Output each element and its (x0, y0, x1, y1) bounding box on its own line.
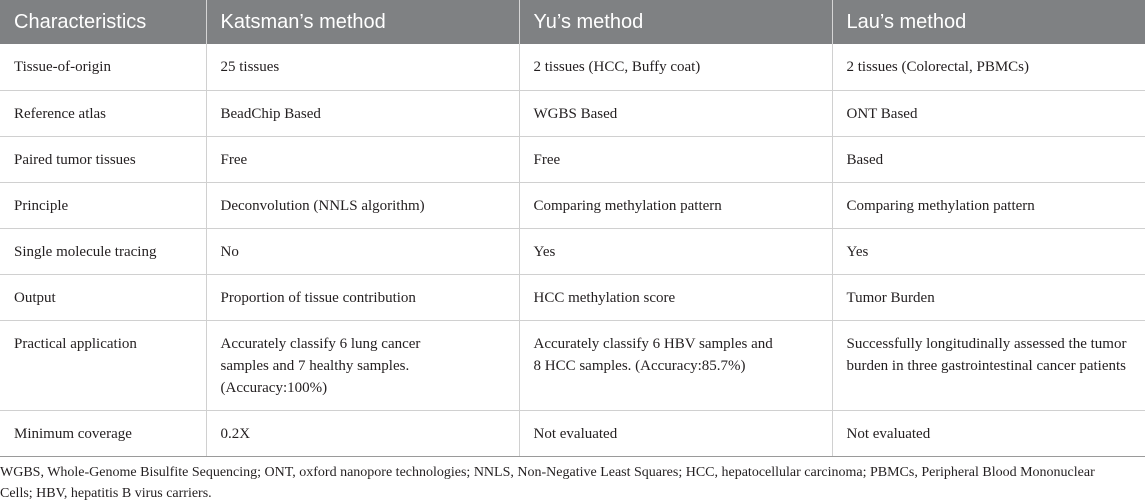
table-cell: Not evaluated (832, 410, 1145, 456)
table-cell: No (206, 228, 519, 274)
header-yu-method: Yu’s method (519, 0, 832, 44)
table-cell-text: Successfully longitudinally assessed the tumor burden in three gastrointestinal cancer patients (846, 335, 1127, 374)
table-row (0, 44, 1145, 90)
table-cell: Deconvolution (NNLS algorithm) (206, 182, 519, 228)
table-cell (206, 320, 519, 410)
row-label: Principle (0, 182, 206, 228)
row-label: Practical application (0, 320, 206, 410)
table-cell (832, 320, 1145, 410)
table-cell: Based (832, 136, 1145, 182)
table-row (0, 136, 1145, 182)
table-row (0, 410, 1145, 456)
table-cell: WGBS Based (519, 90, 832, 136)
header-lau-method: Lau’s method (832, 0, 1145, 44)
table-cell: ONT Based (832, 90, 1145, 136)
table-cell: 0.2X (206, 410, 519, 456)
table-cell: 2 tissues (HCC, Buffy coat) (519, 44, 832, 90)
table-cell-text: Accurately classify 6 lung cancer samples and 7 healthy samples. (Accuracy:100%) (220, 335, 421, 396)
table-cell: Comparing methylation pattern (832, 182, 1145, 228)
table-cell: BeadChip Based (206, 90, 519, 136)
row-label: Paired tumor tissues (0, 136, 206, 182)
row-label: Tissue-of-origin (0, 44, 206, 90)
header-row (0, 0, 1145, 44)
table-cell: Comparing methylation pattern (519, 182, 832, 228)
table-header (0, 0, 1145, 44)
row-label: Single molecule tracing (0, 228, 206, 274)
table-row (0, 320, 1145, 410)
table-body (0, 44, 1145, 456)
row-label: Reference atlas (0, 90, 206, 136)
row-label: Minimum coverage (0, 410, 206, 456)
table-row (0, 228, 1145, 274)
table-cell: Not evaluated (519, 410, 832, 456)
table-row (0, 90, 1145, 136)
table-cell: 2 tissues (Colorectal, PBMCs) (832, 44, 1145, 90)
table-cell (519, 320, 832, 410)
table-footnote: WGBS, Whole-Genome Bisulfite Sequencing; ONT, oxford nanopore technologies; NNLS, Non-Negative Least Squares; HCC, hepatocellular carcinoma; PBMCs, Peripheral Blood Mononuclear Cells; HBV, hepatitis B virus carriers. (0, 465, 1095, 501)
table-cell: 25 tissues (206, 44, 519, 90)
table-cell: Yes (832, 228, 1145, 274)
row-label: Output (0, 274, 206, 320)
table-cell: Yes (519, 228, 832, 274)
table-cell: Free (206, 136, 519, 182)
header-katsman-method: Katsman’s method (206, 0, 519, 44)
table-row (0, 182, 1145, 228)
table-cell: HCC methylation score (519, 274, 832, 320)
table-row (0, 274, 1145, 320)
table-cell-text: Accurately classify 6 HBV samples and 8 HCC samples. (Accuracy:85.7%) (533, 335, 773, 374)
header-characteristics: Characteristics (0, 0, 206, 44)
table-cell: Free (519, 136, 832, 182)
table-cell: Tumor Burden (832, 274, 1145, 320)
table-cell: Proportion of tissue contribution (206, 274, 519, 320)
